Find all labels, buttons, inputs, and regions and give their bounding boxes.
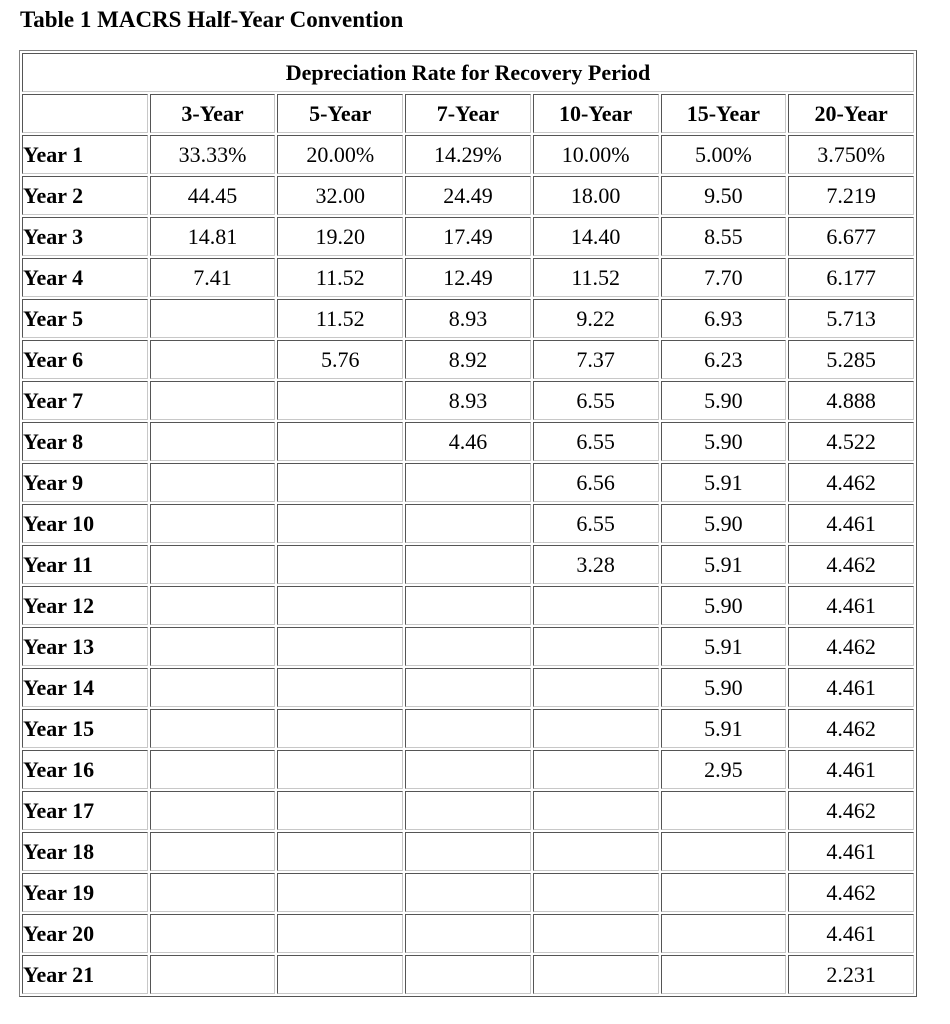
rate-cell: 2.231: [788, 955, 914, 994]
rate-cell: [405, 709, 531, 748]
table-row: [22, 176, 914, 215]
rate-cell: 5.91: [661, 709, 787, 748]
rate-cell: [150, 299, 276, 338]
table-row: [22, 217, 914, 256]
rate-cell: 5.90: [661, 422, 787, 461]
table-row: [22, 914, 914, 953]
rate-cell: [150, 873, 276, 912]
table-row: [22, 258, 914, 297]
rate-cell: 4.46: [405, 422, 531, 461]
row-label: Year 12: [22, 586, 148, 625]
rate-cell: [150, 627, 276, 666]
rate-cell: 9.50: [661, 176, 787, 215]
rate-cell: 32.00: [277, 176, 403, 215]
rate-cell: [533, 709, 659, 748]
rate-cell: [277, 627, 403, 666]
rate-cell: 7.219: [788, 176, 914, 215]
rate-cell: 20.00%: [277, 135, 403, 174]
rate-cell: 17.49: [405, 217, 531, 256]
rate-cell: [277, 832, 403, 871]
rate-cell: [405, 873, 531, 912]
rate-cell: 3.28: [533, 545, 659, 584]
table-row: [22, 668, 914, 707]
rate-cell: [661, 955, 787, 994]
rate-cell: 4.462: [788, 873, 914, 912]
rate-cell: 6.55: [533, 381, 659, 420]
table-row: [22, 463, 914, 502]
rate-cell: [405, 463, 531, 502]
rate-cell: [150, 832, 276, 871]
rate-cell: 4.522: [788, 422, 914, 461]
table-row: [22, 955, 914, 994]
rate-cell: 7.37: [533, 340, 659, 379]
row-label: Year 6: [22, 340, 148, 379]
rate-cell: 44.45: [150, 176, 276, 215]
rate-cell: [405, 504, 531, 543]
period-header: 7-Year: [405, 94, 531, 133]
rate-cell: [533, 586, 659, 625]
rate-cell: 4.461: [788, 504, 914, 543]
rate-cell: 4.461: [788, 668, 914, 707]
row-label: Year 8: [22, 422, 148, 461]
row-label: Year 13: [22, 627, 148, 666]
rate-cell: [661, 832, 787, 871]
rate-cell: 8.93: [405, 299, 531, 338]
rate-cell: [533, 955, 659, 994]
rate-cell: 6.55: [533, 422, 659, 461]
period-header: 10-Year: [533, 94, 659, 133]
rate-cell: 5.90: [661, 586, 787, 625]
rate-cell: 4.461: [788, 832, 914, 871]
rate-cell: 24.49: [405, 176, 531, 215]
rate-cell: 5.90: [661, 381, 787, 420]
rate-cell: 12.49: [405, 258, 531, 297]
rate-cell: [150, 709, 276, 748]
rate-cell: 5.90: [661, 668, 787, 707]
table-row: [22, 750, 914, 789]
table-body: [22, 135, 914, 994]
rate-cell: [277, 463, 403, 502]
row-label: Year 16: [22, 750, 148, 789]
rate-cell: 6.677: [788, 217, 914, 256]
rate-cell: 8.92: [405, 340, 531, 379]
rate-cell: [150, 586, 276, 625]
rate-cell: [150, 422, 276, 461]
rate-cell: 5.91: [661, 627, 787, 666]
rate-cell: [277, 955, 403, 994]
rate-cell: [405, 914, 531, 953]
row-label: Year 5: [22, 299, 148, 338]
rate-cell: [150, 463, 276, 502]
period-header: 5-Year: [277, 94, 403, 133]
rate-cell: [661, 791, 787, 830]
table-row: [22, 873, 914, 912]
table-title: Table 1 MACRS Half-Year Convention: [20, 7, 404, 32]
rate-cell: 6.55: [533, 504, 659, 543]
rate-cell: 9.22: [533, 299, 659, 338]
row-label: Year 17: [22, 791, 148, 830]
group-header: Depreciation Rate for Recovery Period: [22, 53, 914, 92]
table-row: [22, 545, 914, 584]
rate-cell: 5.91: [661, 463, 787, 502]
rate-cell: 11.52: [277, 258, 403, 297]
row-label: Year 11: [22, 545, 148, 584]
rate-cell: 8.55: [661, 217, 787, 256]
rate-cell: [277, 750, 403, 789]
rate-cell: 5.00%: [661, 135, 787, 174]
rate-cell: 6.56: [533, 463, 659, 502]
rate-cell: [150, 504, 276, 543]
rate-cell: [277, 586, 403, 625]
rate-cell: 6.93: [661, 299, 787, 338]
rate-cell: [405, 627, 531, 666]
rate-cell: [150, 545, 276, 584]
rate-cell: [150, 791, 276, 830]
row-label: Year 21: [22, 955, 148, 994]
rate-cell: 4.461: [788, 914, 914, 953]
row-label: Year 7: [22, 381, 148, 420]
rate-cell: 14.81: [150, 217, 276, 256]
rate-cell: 7.41: [150, 258, 276, 297]
rate-cell: 6.23: [661, 340, 787, 379]
rate-cell: 4.461: [788, 586, 914, 625]
rate-cell: [150, 955, 276, 994]
macrs-table: [19, 50, 917, 997]
rate-cell: [405, 832, 531, 871]
group-header-row: [22, 53, 914, 92]
period-header: 15-Year: [661, 94, 787, 133]
row-label: Year 10: [22, 504, 148, 543]
rate-cell: [277, 873, 403, 912]
rate-cell: [661, 873, 787, 912]
row-label: Year 19: [22, 873, 148, 912]
rate-cell: [277, 668, 403, 707]
corner-cell: [22, 94, 148, 133]
table-row: [22, 340, 914, 379]
table-row: [22, 832, 914, 871]
rate-cell: [533, 750, 659, 789]
row-label: Year 9: [22, 463, 148, 502]
rate-cell: [150, 668, 276, 707]
rate-cell: 4.888: [788, 381, 914, 420]
rate-cell: 11.52: [533, 258, 659, 297]
rate-cell: [533, 627, 659, 666]
rate-cell: 18.00: [533, 176, 659, 215]
table-row: [22, 135, 914, 174]
rate-cell: 4.462: [788, 627, 914, 666]
table-row: [22, 299, 914, 338]
rate-cell: 4.462: [788, 791, 914, 830]
rate-cell: 5.91: [661, 545, 787, 584]
rate-cell: [277, 709, 403, 748]
row-label: Year 2: [22, 176, 148, 215]
row-label: Year 3: [22, 217, 148, 256]
rate-cell: [150, 381, 276, 420]
row-label: Year 1: [22, 135, 148, 174]
rate-cell: 4.462: [788, 463, 914, 502]
rate-cell: 5.713: [788, 299, 914, 338]
rate-cell: [277, 914, 403, 953]
table-row: [22, 381, 914, 420]
rate-cell: 4.461: [788, 750, 914, 789]
rate-cell: [150, 914, 276, 953]
period-header: 20-Year: [788, 94, 914, 133]
table-row: [22, 627, 914, 666]
rate-cell: [405, 750, 531, 789]
rate-cell: 10.00%: [533, 135, 659, 174]
rate-cell: [405, 668, 531, 707]
rate-cell: [277, 545, 403, 584]
rate-cell: 33.33%: [150, 135, 276, 174]
rate-cell: 4.462: [788, 709, 914, 748]
rate-cell: 11.52: [277, 299, 403, 338]
table-row: [22, 709, 914, 748]
table-row: [22, 586, 914, 625]
rate-cell: 7.70: [661, 258, 787, 297]
rate-cell: 2.95: [661, 750, 787, 789]
rate-cell: [277, 791, 403, 830]
rate-cell: [533, 832, 659, 871]
rate-cell: 14.40: [533, 217, 659, 256]
rate-cell: [533, 668, 659, 707]
rate-cell: [405, 545, 531, 584]
rate-cell: [533, 873, 659, 912]
rate-cell: 6.177: [788, 258, 914, 297]
rate-cell: [277, 422, 403, 461]
rate-cell: [277, 504, 403, 543]
rate-cell: [533, 791, 659, 830]
rate-cell: 19.20: [277, 217, 403, 256]
table-row: [22, 504, 914, 543]
table-row: [22, 422, 914, 461]
rate-cell: [405, 955, 531, 994]
rate-cell: 5.285: [788, 340, 914, 379]
rate-cell: 14.29%: [405, 135, 531, 174]
row-label: Year 15: [22, 709, 148, 748]
row-label: Year 20: [22, 914, 148, 953]
row-label: Year 14: [22, 668, 148, 707]
rate-cell: 8.93: [405, 381, 531, 420]
rate-cell: [405, 791, 531, 830]
rate-cell: 3.750%: [788, 135, 914, 174]
rate-cell: 5.90: [661, 504, 787, 543]
rate-cell: [405, 586, 531, 625]
period-header-row: [22, 94, 914, 133]
rate-cell: 5.76: [277, 340, 403, 379]
rate-cell: [661, 914, 787, 953]
table-row: [22, 791, 914, 830]
rate-cell: [533, 914, 659, 953]
rate-cell: [150, 750, 276, 789]
rate-cell: 4.462: [788, 545, 914, 584]
rate-cell: [277, 381, 403, 420]
row-label: Year 4: [22, 258, 148, 297]
row-label: Year 18: [22, 832, 148, 871]
rate-cell: [150, 340, 276, 379]
period-header: 3-Year: [150, 94, 276, 133]
